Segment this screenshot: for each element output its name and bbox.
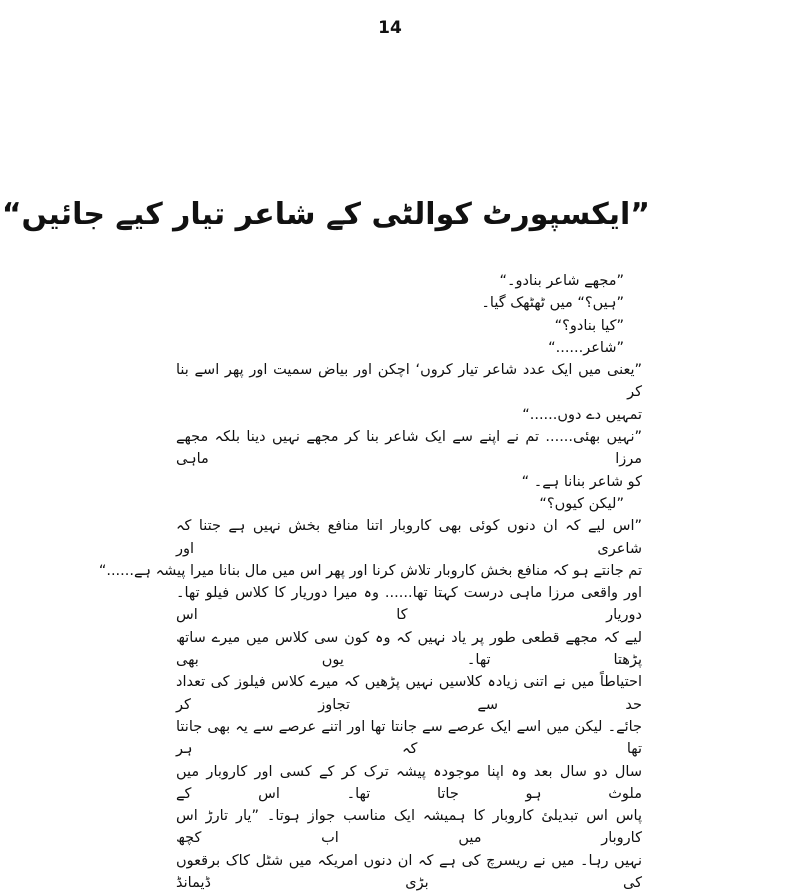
text-line: تمہیں دے دوں......“ xyxy=(522,406,642,423)
text-line: ”یعنی میں ایک عدد شاعر تیار کروں‘ اچکن اور بیاض سمیت اور پھر اسے بنا کر xyxy=(176,362,642,401)
text-line: سال دو سال بعد وہ اپنا موجودہ پیشہ ترک کر کے کسی اور کاروبار میں ملوث ہو جاتا تھا۔ اس کے xyxy=(176,763,642,802)
text-line: ”ہیں؟“ میں ٹھٹھک گیا۔ xyxy=(481,295,624,312)
text-line: جائے۔ لیکن میں اسے ایک عرصے سے جانتا تھا اور اتنے عرصے سے یہ بھی جانتا تھا کہ ہر xyxy=(176,718,642,758)
text-line: ”نہیں بھئی...... تم نے اپنے سے ایک شاعر بنا کر مجھے نہیں دینا بلکہ مجھے مرزا ماہی xyxy=(176,429,642,468)
text-line: کو شاعر بنانا ہے۔ “ xyxy=(521,473,642,490)
text-line: لیے کہ مجھے قطعی طور پر یاد نہیں کہ وہ کون سی کلاس میں میرے ساتھ پڑھتا تھا۔ یوں بھی xyxy=(176,629,642,669)
body-text xyxy=(98,270,642,894)
text-line: اور واقعی مرزا ماہی درست کہتا تھا...... وہ میرا دوریار کا کلاس فیلو تھا۔ دوریار کا اس xyxy=(176,585,642,624)
page-number: 14 xyxy=(378,18,402,38)
text-line: ”کیا بنادو؟“ xyxy=(554,317,624,334)
chapter-heading: ”ایکسپورٹ کوالٹی کے شاعر تیار کیے جائیں“ xyxy=(1,197,650,232)
text-line: ”مجھے شاعر بنادو۔“ xyxy=(499,273,624,289)
text-line: تم جانتے ہو کہ منافع بخش کاروبار تلاش کرنا اور پھر اس میں مال بنانا میرا پیشہ ہے......“ xyxy=(98,562,642,579)
text-line: پاس اس تبدیلیٔ کاروبار کا ہمیشہ ایک مناسب جواز ہوتا۔ ”یار تارڑ اس کاروبار میں اب کچھ xyxy=(176,808,642,847)
text-line: ”اس لیے کہ ان دنوں کوئی بھی کاروبار اتنا منافع بخش نہیں ہے جتنا کہ شاعری اور xyxy=(176,518,642,557)
text-line: نہیں رہا۔ میں نے ریسرچ کی ہے کہ ان دنوں امریکہ میں شٹل کاک برقعوں کی بڑی ڈیمانڈ xyxy=(176,852,642,892)
text-line: ”لیکن کیوں؟“ xyxy=(539,495,624,512)
text-line: ”شاعر......“ xyxy=(548,339,624,356)
text-line: احتیاطاً میں نے اتنی زیادہ کلاسیں نہیں پڑھیں کہ میرے کلاس فیلوز کی تعداد حد سے تجاوز کر xyxy=(176,674,642,713)
